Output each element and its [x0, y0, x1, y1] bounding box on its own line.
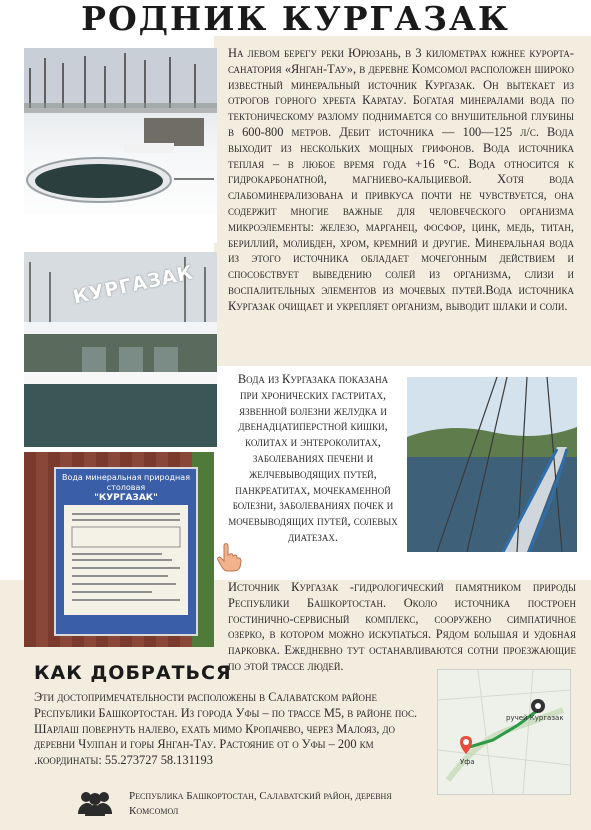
- board-paper: [64, 505, 188, 615]
- how-to-get-heading: КАК ДОБРАТЬСЯ: [34, 662, 232, 684]
- text-main-description: На левом берегу реки Юрюзань, в 3 километрах южнее курорта-санатория «Янган-Тау», в деревне Комсомол расположен широко известный минеральный источник Кургазак. Он вытекает из отрогов горного хребта Каратау. Богатая минералами вода по тектоническому разлому поднимается со внушительной глубины в 600-800 метров. Дебит источника — 100—125 л/с. Вода выходит из нескольких мощных грифонов. Вода источника теплая – в любое время года +16 °С. Вода относится к гидрокарбонатной, магниево-кальциевой. Хотя вода слабоминерализована и привкуса почти не чувствуется, она содержит многие важные для человеческого организма микроэлементы: железо, марганец, фосфор, цинк, медь, титан, бериллий, молибден, хром, кремний и другие. Минеральная вода из этого источника обладает мочегонным действием и способствует выведению солей из организма, слизи и воспалительных элементов из мочевых путей.Вода источника Кургазак очищает и укрепляет организм, выводит шлаки и соли.: [228, 46, 574, 313]
- hand-pointer-icon: [215, 542, 243, 572]
- text-how-to-get: Эти достопримечательности расположены в Салаватском районе Республики Башкортостан. Из города Уфы – по трассе М5, в районе пос. Шарлаш повернуть налево, ехать мимо Кропачево, через Малояз, до деревни Чулпан и горы Янган-Тау. Растояние от о Уфы – 200 км .координаты: 55.273727 58.131193: [34, 690, 418, 768]
- board-name: "КУРГАЗАК": [94, 493, 158, 503]
- photo-info-board: [24, 452, 214, 647]
- location-map[interactable]: [437, 669, 571, 795]
- info-board: [54, 467, 198, 636]
- text-natural-monument: Источник Кургазак -гидрологический памятником природы Республики Башкортостан. Около источника построен гостинично-сервисный комплекс, сооружено симпатичное озерко, в котором можно искупаться. Рядом большая и удобная парковка. Ежедневно тут останавливаются сотни проезжающие по этой трассе людей.: [228, 580, 576, 673]
- map-label-city: Уфа: [460, 758, 475, 766]
- board-caption: Вода минеральная природная столовая: [62, 473, 190, 492]
- page-title: РОДНИК КУРГАЗАК: [81, 0, 510, 38]
- photo-kurgazak-sign: [24, 252, 217, 447]
- photo-sign-letters: КУРГАЗАК: [71, 261, 196, 309]
- photo-suspension-bridge: [407, 377, 577, 552]
- people-icon: [77, 790, 113, 816]
- text-indications: Вода из Кургазака показана при хронических гастритах, язвенной болезни желудка и двенадцатиперстной кишки, колитах и энтероколитах, заболеваниях печени и желчевыводящих путей, панкреатитах, мочекаменной болезни, заболеваниях почек и мочевыводящих путей, солевых диатезах.: [228, 372, 398, 544]
- address-text: Республика Башкортостан, Салаватский район, деревня Комсомол: [129, 790, 392, 817]
- map-label-spring: ручей Кургазак: [506, 714, 564, 722]
- photo-spring-pool: [24, 48, 217, 243]
